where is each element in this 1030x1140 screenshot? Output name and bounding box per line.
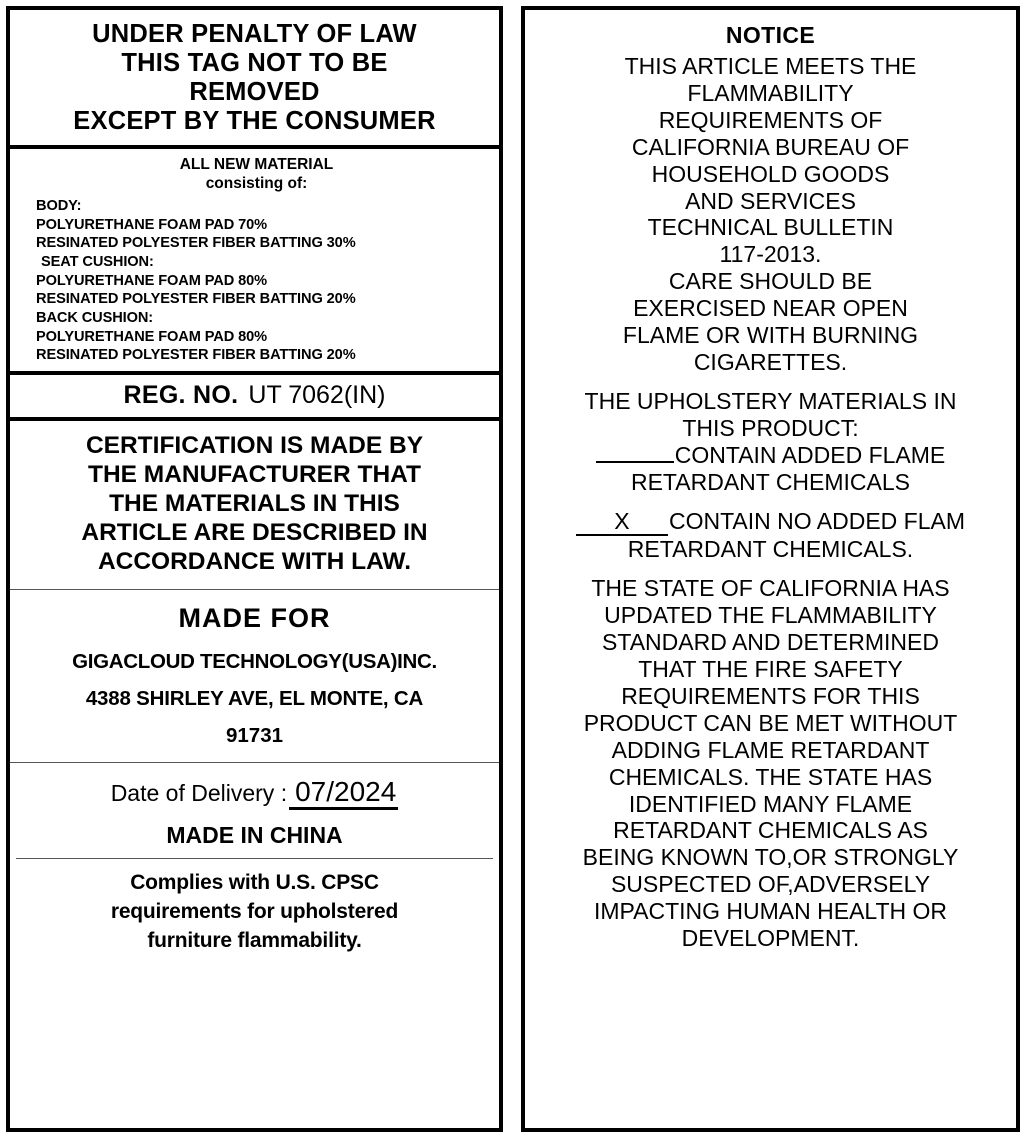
option-no-contain-text: CONTAIN NO ADDED FLAM — [668, 507, 966, 534]
made-for-title: MADE FOR — [178, 602, 331, 633]
material-line: RESINATED POLYESTER FIBER BATTING 20% — [36, 347, 356, 364]
notice-line: DEVELOPMENT. — [681, 925, 860, 952]
notice-line: 117-2013. — [719, 241, 822, 268]
left-law-tag — [6, 6, 503, 1132]
notice-line: CHEMICALS. THE STATE HAS — [608, 763, 933, 790]
penalty-line-4: EXCEPT BY THE CONSUMER — [73, 107, 436, 136]
checkbox-marked-no-contain[interactable]: X — [576, 508, 668, 537]
certification-block — [10, 421, 499, 590]
manufacturer-name: GIGACLOUD TECHNOLOGY(USA)INC. — [72, 649, 437, 673]
spacer — [539, 563, 1002, 575]
notice-line: FLAME OR WITH BURNING — [622, 322, 919, 349]
material-line: RESINATED POLYESTER FIBER BATTING 30% — [36, 235, 356, 252]
notice-line: THAT THE FIRE SAFETY — [638, 656, 903, 683]
material-line: POLYURETHANE FOAM PAD 70% — [36, 216, 268, 233]
notice-line: STANDARD AND DETERMINED — [602, 629, 939, 656]
flammability-paragraph — [539, 53, 1002, 376]
delivery-and-origin-block — [10, 763, 499, 859]
notice-line: IDENTIFIED MANY FLAME — [628, 790, 913, 817]
penalty-line-1: UNDER PENALTY OF LAW — [92, 20, 417, 48]
registration-number-block — [10, 375, 499, 421]
right-notice-tag — [521, 6, 1020, 1132]
option-contain-added[interactable] — [539, 442, 1002, 496]
complies-line-3: furniture flammability. — [147, 928, 362, 952]
registration-value: UT 7062(IN) — [248, 381, 386, 410]
material-line: BODY: — [36, 198, 82, 215]
notice-line: THE UPHOLSTERY MATERIALS IN — [584, 387, 957, 414]
delivery-date-row — [16, 767, 493, 816]
notice-line: IMPACTING HUMAN HEALTH OR — [593, 898, 948, 925]
certification-line-3: THE MATERIALS IN THIS — [109, 489, 400, 517]
complies-line-2: requirements for upholstered — [110, 900, 399, 923]
notice-line: RETARDANT CHEMICALS AS — [613, 817, 928, 844]
material-line: BACK CUSHION: — [36, 310, 154, 327]
penalty-line-3: REMOVED — [189, 78, 320, 107]
option-no-contain-line-2: RETARDANT CHEMICALS. — [627, 536, 914, 563]
made-for-block — [10, 590, 499, 763]
penalty-notice-block — [10, 10, 499, 149]
option-contain-line-2: RETARDANT CHEMICALS — [630, 468, 911, 495]
certification-line-4: ARTICLE ARE DESCRIBED IN — [81, 518, 428, 546]
notice-line: THIS ARTICLE MEETS THE — [624, 53, 917, 79]
notice-line: ADDING FLAME RETARDANT — [611, 736, 930, 763]
option-no-contain-line-1 — [539, 508, 1002, 537]
notice-line: CALIFORNIA BUREAU OF — [631, 133, 910, 160]
materials-heading: ALL NEW MATERIAL — [179, 156, 334, 174]
notice-title: NOTICE — [725, 22, 816, 48]
materials-block — [10, 149, 499, 375]
registration-label: REG. NO. — [123, 381, 239, 410]
certification-line-1: CERTIFICATION IS MADE BY — [85, 432, 424, 460]
checkbox-blank-contain[interactable] — [596, 461, 674, 463]
notice-line: REQUIREMENTS OF — [658, 106, 883, 133]
penalty-line-2: THIS TAG NOT TO BE — [121, 49, 388, 78]
made-in-country: MADE IN CHINA — [16, 816, 493, 859]
notice-line: FLAMMABILITY — [687, 79, 854, 106]
notice-line: REQUIREMENTS FOR THIS — [621, 682, 920, 709]
certification-line-5: ACCORDANCE WITH LAW. — [97, 547, 412, 575]
notice-line: EXERCISED NEAR OPEN — [633, 295, 908, 322]
notice-line: HOUSEHOLD GOODS — [651, 160, 890, 187]
state-statement-paragraph — [539, 575, 1002, 952]
notice-line: PRODUCT CAN BE MET WITHOUT — [583, 709, 958, 736]
notice-line: BEING KNOWN TO,OR STRONGLY — [582, 844, 959, 871]
notice-line: THIS PRODUCT: — [682, 414, 859, 441]
notice-line: CIGARETTES. — [693, 348, 848, 375]
delivery-date-label: Date of Delivery : — [110, 779, 288, 806]
option-contain-line-1 — [539, 442, 1002, 469]
material-line: RESINATED POLYESTER FIBER BATTING 20% — [36, 291, 356, 308]
upholstery-intro — [539, 388, 1002, 442]
material-line: SEAT CUSHION: — [41, 254, 154, 271]
complies-line-1: Complies with U.S. CPSC — [130, 871, 379, 895]
material-line: POLYURETHANE FOAM PAD 80% — [36, 328, 268, 345]
notice-line: CARE SHOULD BE — [668, 268, 873, 295]
option-contain-no-added[interactable] — [539, 508, 1002, 564]
spacer — [539, 496, 1002, 508]
materials-subheading: consisting of: — [205, 175, 308, 193]
spacer — [539, 376, 1002, 388]
notice-line: UPDATED THE FLAMMABILITY — [604, 602, 937, 629]
material-line: POLYURETHANE FOAM PAD 80% — [36, 272, 268, 289]
notice-line: SUSPECTED OF,ADVERSELY — [610, 871, 931, 898]
manufacturer-zip: 91731 — [225, 723, 283, 747]
notice-line: AND SERVICES — [685, 187, 856, 214]
notice-line: TECHNICAL BULLETIN — [647, 214, 894, 241]
manufacturer-address: 4388 SHIRLEY AVE, EL MONTE, CA — [85, 686, 424, 710]
delivery-date-value: 07/2024 — [289, 777, 398, 810]
option-contain-text: CONTAIN ADDED FLAME — [674, 441, 946, 468]
certification-line-2: THE MANUFACTURER THAT — [88, 461, 421, 489]
notice-line: THE STATE OF CALIFORNIA HAS — [591, 575, 950, 602]
cpsc-compliance-block — [10, 859, 499, 966]
